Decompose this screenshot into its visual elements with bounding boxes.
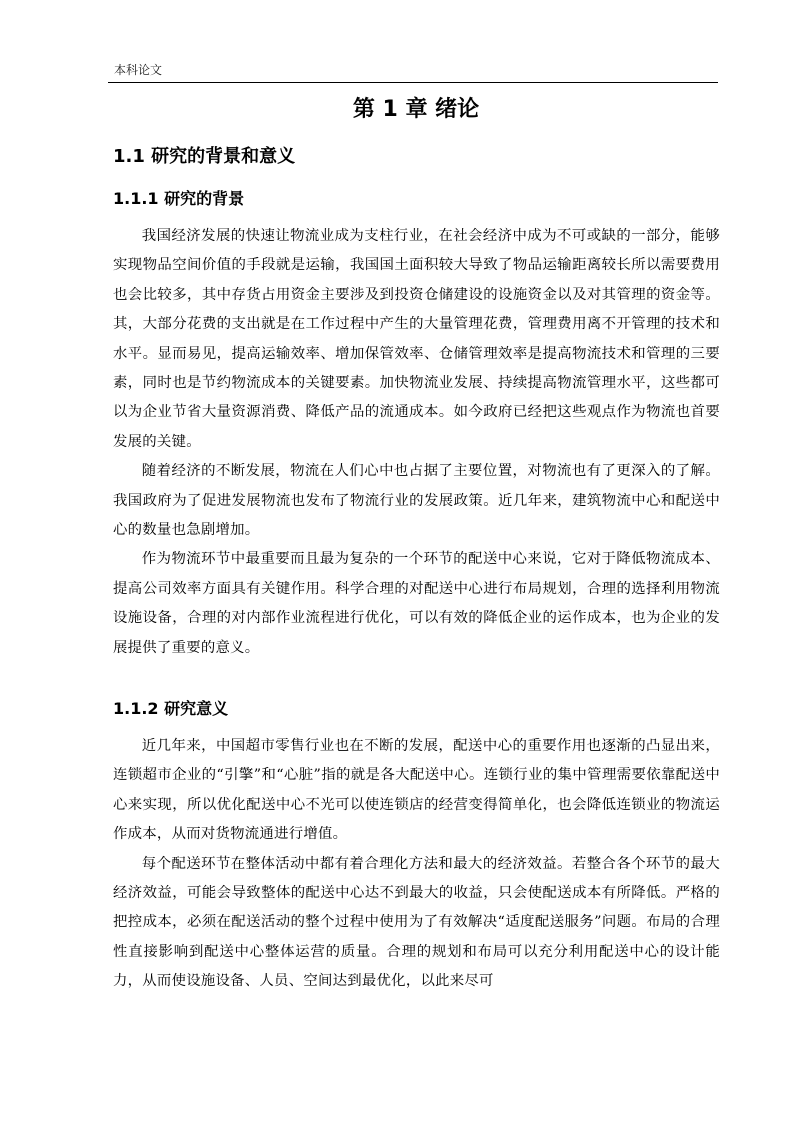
paragraph: 我国经济发展的快速让物流业成为支柱行业，在社会经济中成为不可或缺的一部分，能够实现物品空间价值的手段就是运输，我国国土面积较大导致了物品运输距离较长所以需要费用也会比较多，其中存货占用资金主要涉及到投资仓储建设的设施资金以及对其管理的资金等。其，大部分花费的支出就是在工作过程中产生的大量管理花费，管理费用离不开管理的技术和水平。显而易见，提高运输效率、增加保管效率、仓储管理效率是提高物流技术和管理的三要素，同时也是节约物流成本的关键要素。加快物流业发展、持续提高物流管理水平，这些都可以为企业节省大量资源消费、降低产品的流通成本。如今政府已经把这些观点作为物流也首要发展的关键。 xyxy=(113,228,720,450)
subsection-body-significance xyxy=(113,732,720,997)
subsection-body-background xyxy=(113,222,720,663)
running-header: 本科论文 xyxy=(114,63,163,77)
paragraph: 随着经济的不断发展，物流在人们心中也占据了主要位置，对物流也有了更深入的了解。我国政府为了促进发展物流也发布了物流行业的发展政策。近几年来，建筑物流中心和配送中心的数量也急剧增加。 xyxy=(113,463,720,539)
chapter-title: 第 1 章 绪论 xyxy=(352,97,480,122)
paragraph: 近几年来，中国超市零售行业也在不断的发展，配送中心的重要作用也逐渐的凸显出来，连锁超市企业的“引擎”和“心脏”指的就是各大配送中心。连锁行业的集中管理需要依靠配送中心来实现，所以优化配送中心不光可以使连锁店的经营变得简单化，也会降低连锁业的物流运作成本，从而对货物流通进行增值。 xyxy=(113,738,720,843)
header-rule xyxy=(108,82,718,83)
subsection-heading-background: 1.1.1 研究的背景 xyxy=(113,189,245,208)
paragraph: 作为物流环节中最重要而且最为复杂的一个环节的配送中心来说，它对于降低物流成本、提高公司效率方面具有关键作用。科学合理的对配送中心进行布局规划，合理的选择利用物流设施设备，合理的对内部作业流程进行优化，可以有效的降低企业的运作成本，也为企业的发展提供了重要的意义。 xyxy=(113,551,720,656)
paragraph: 每个配送环节在整体活动中都有着合理化方法和最大的经济效益。若整合各个环节的最大经济效益，可能会导致整体的配送中心达不到最大的收益，只会使配送成本有所降低。严格的把控成本，必须在配送活动的整个过程中使用为了有效解决“适度配送服务”问题。布局的合理性直接影响到配送中心整体运营的质量。合理的规划和布局可以充分利用配送中心的设计能力，从而使设施设备、人员、空间达到最优化，以此来尽可 xyxy=(113,855,720,990)
section-heading: 1.1 研究的背景和意义 xyxy=(113,146,296,167)
subsection-heading-significance: 1.1.2 研究意义 xyxy=(113,699,229,718)
